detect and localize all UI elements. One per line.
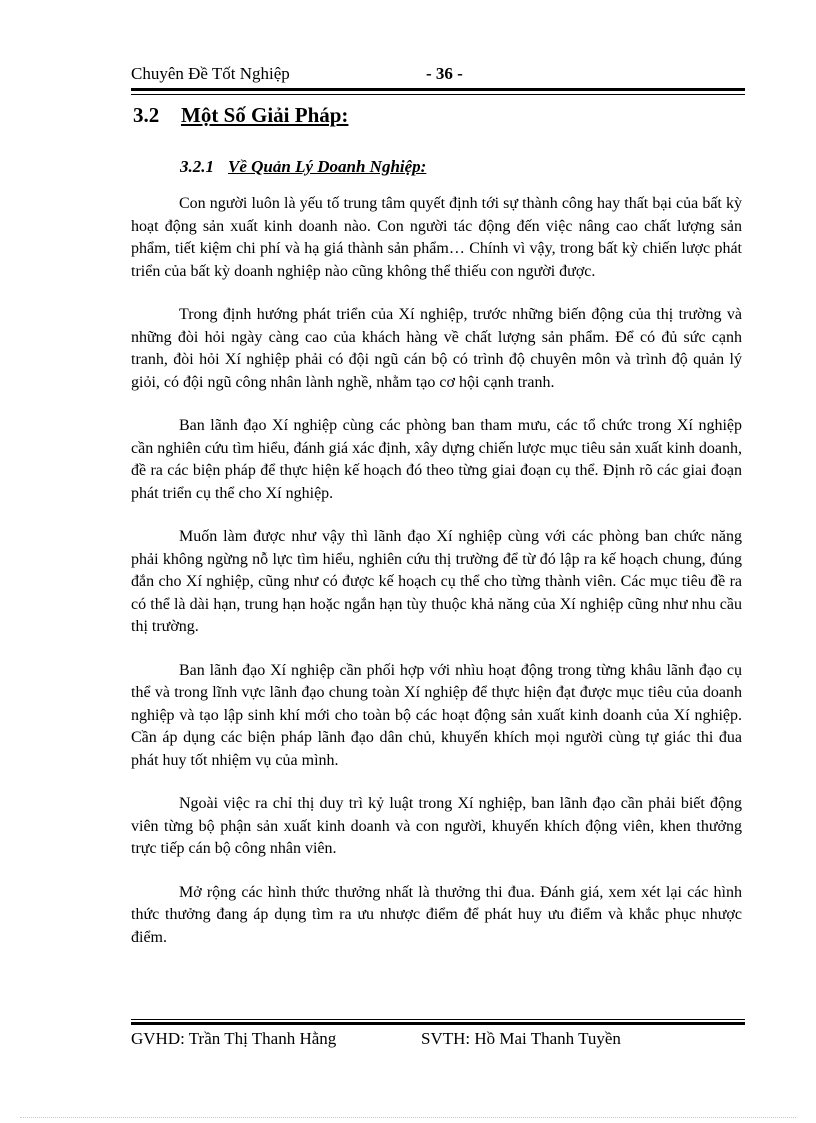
footer-student: SVTH: Hồ Mai Thanh Tuyền	[421, 1029, 621, 1048]
footer-rule-thick	[131, 1022, 745, 1025]
header-rule-thin	[131, 94, 745, 95]
page-border	[20, 1117, 796, 1118]
footer-rule-thin	[131, 1019, 745, 1020]
paragraph: Muốn làm được như vậy thì lãnh đạo Xí nghiệp cùng với các phòng ban chức năng phải không ngừng nỗ lực tìm hiểu, nghiên cứu thị trường để từ đó lập ra kế hoạch chung, đúng đắn cho Xí nghiệp, cũng như có được kế hoạch cụ thể cho từng thành viên. Các mục tiêu đề ra có thể là dài hạn, trung hạn hoặc ngắn hạn tùy thuộc khả năng của Xí nghiệp cũng như nhu cầu thị trường.	[131, 528, 742, 635]
footer-advisor: GVHD: Trần Thị Thanh Hằng	[131, 1029, 337, 1048]
paragraph: Ngoài việc ra chỉ thị duy trì kỷ luật trong Xí nghiệp, ban lãnh đạo cần phải biết động viên từng bộ phận sản xuất kinh doanh và con người, khuyến khích động viên, khen thưởng trực tiếp cán bộ công nhân viên.	[131, 795, 742, 857]
paragraph: Ban lãnh đạo Xí nghiệp cùng các phòng ban tham mưu, các tổ chức trong Xí nghiệp cần nghiên cứu tìm hiểu, đánh giá xác định, xây dựng chiến lược mục tiêu sản xuất kinh doanh, đề ra các biện pháp để thực hiện kế hoạch đó theo từng giai đoạn cụ thể. Định rõ các giai đoạn phát triển cụ thể cho Xí nghiệp.	[131, 417, 742, 502]
subsection-number: 3.2.1	[180, 157, 214, 176]
paragraph: Trong định hướng phát triển của Xí nghiệp, trước những biến động của thị trường và những đòi hỏi ngày càng cao của khách hàng về chất lượng sản phẩm. Để có đủ sức cạnh tranh, đòi hỏi Xí nghiệp phải có đội ngũ cán bộ có trình độ chuyên môn và trình độ quản lý giỏi, có đội ngũ công nhân lành nghề, nhằm tạo cơ hội cạnh tranh.	[131, 306, 742, 391]
paragraph: Ban lãnh đạo Xí nghiệp cần phối hợp với nhìu hoạt động trong từng khâu lãnh đạo cụ thể và trong lĩnh vực lãnh đạo chung toàn Xí nghiệp để thực hiện đạt được mục tiêu của doanh nghiệp và tạo lập sinh khí mới cho toàn bộ các hoạt động sản xuất kinh doanh của Xí nghiệp. Cần áp dụng các biện pháp lãnh đạo dân chủ, khuyến khích mọi người cùng tự giác thi đua phát huy tốt nhiệm vụ của mình.	[131, 661, 742, 769]
body-text	[131, 193, 742, 970]
section-heading	[133, 103, 348, 128]
section-number: 3.2	[133, 103, 160, 127]
section-title: Một Số Giải Pháp:	[181, 103, 349, 127]
subsection-title: Về Quản Lý Doanh Nghiệp:	[228, 157, 427, 176]
subsection-heading	[180, 157, 426, 177]
paragraph: Con người luôn là yếu tố trung tâm quyết định tới sự thành công hay thất bại của bất kỳ hoạt động sản xuất kinh doanh nào. Con người tác động đến việc nâng cao chất lượng sản phẩm, tiết kiệm chi phí và hạ giá thành sản phẩm… Chính vì vậy, trong bất kỳ chiến lược phát triển của bất kỳ doanh nghiệp nào cũng không thể thiếu con người được.	[131, 195, 742, 280]
header-title: Chuyên Đề Tốt Nghiệp	[131, 64, 290, 83]
page-number: - 36 -	[426, 64, 463, 83]
paragraph: Mở rộng các hình thức thưởng nhất là thưởng thi đua. Đánh giá, xem xét lại các hình thức thưởng đang áp dụng tìm ra ưu nhược điểm để phát huy ưu điểm và khắc phục nhược điểm.	[131, 883, 742, 946]
page-header	[131, 64, 745, 86]
header-rule-thick	[131, 88, 745, 91]
